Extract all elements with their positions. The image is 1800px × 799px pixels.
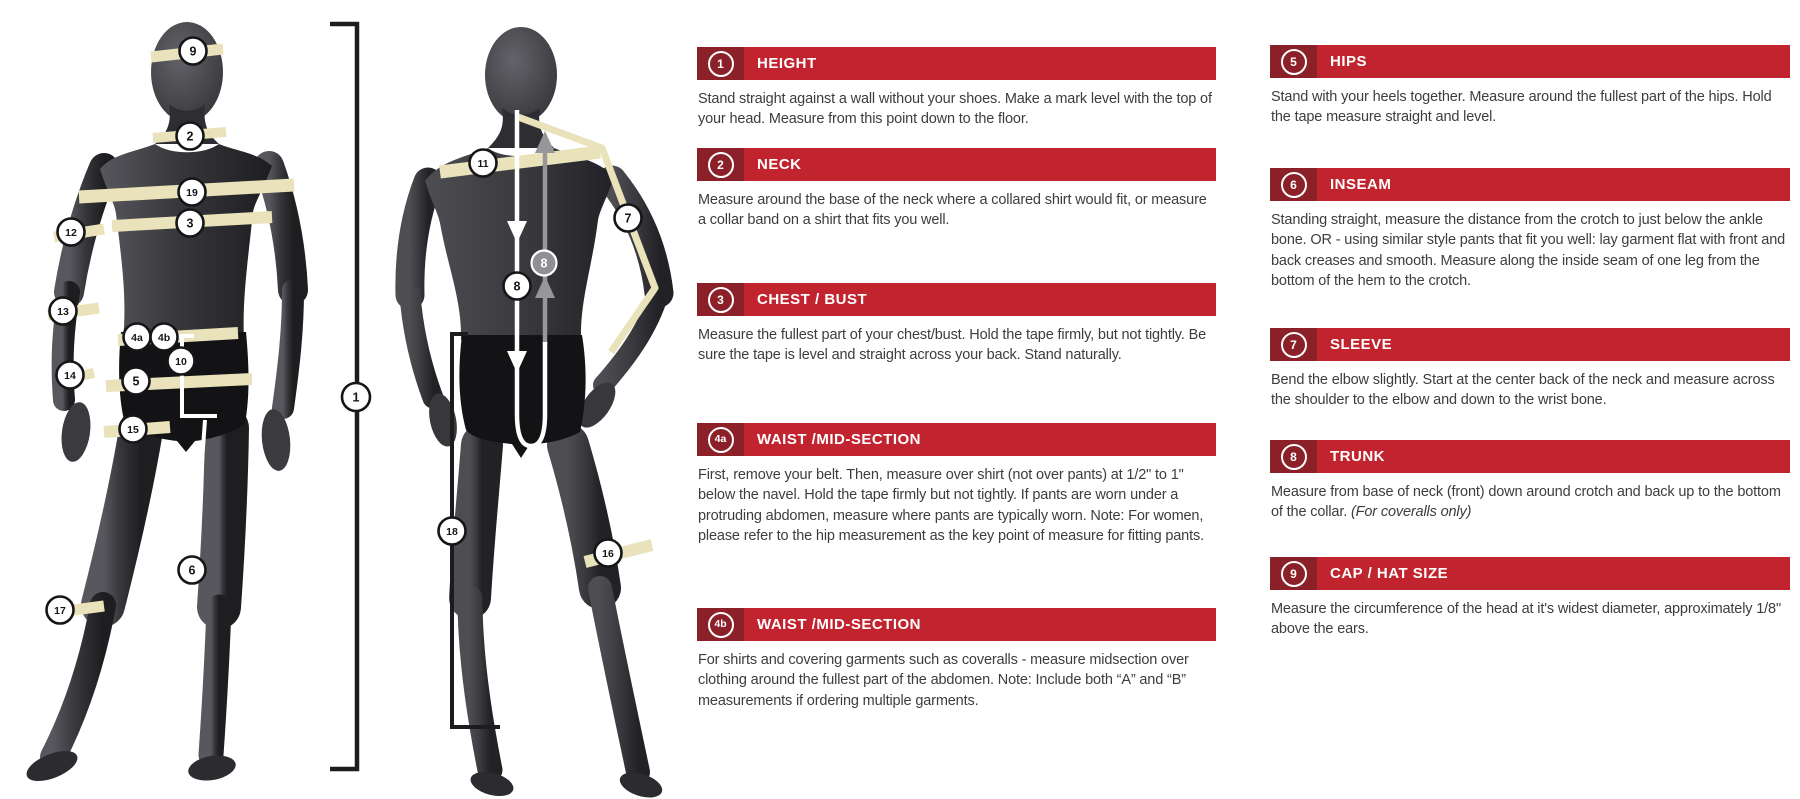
section-title: WAIST /MID-SECTION — [757, 616, 921, 633]
badge-1 — [342, 383, 370, 411]
section-waist-4a-header — [697, 423, 1216, 456]
section-sleeve — [1270, 328, 1790, 411]
front-right-thigh — [219, 428, 227, 607]
section-body: Standing straight, measure the distance from the crotch to just below the ankle bone. OR - using similar style pants that fit you well: lay garment flat with front and back creases and smooth. Measure along the inside seam of one leg from the bottom of the hem to the crotch. — [1271, 212, 1786, 289]
badge-16 — [595, 540, 622, 567]
back-head — [485, 27, 557, 123]
section-number-badge — [1270, 440, 1317, 473]
svg-text:12: 12 — [65, 227, 77, 239]
back-right-shin — [600, 588, 638, 772]
badge-7 — [615, 205, 642, 232]
badge-2 — [177, 123, 204, 150]
section-title: CHEST / BUST — [757, 291, 868, 308]
svg-text:18: 18 — [446, 526, 458, 538]
back-right-forearm — [603, 293, 659, 385]
mannequin-diagram — [0, 0, 680, 799]
badge-4b — [151, 324, 178, 351]
svg-text:7: 7 — [624, 211, 632, 226]
front-left-thigh — [103, 430, 141, 605]
section-trunk-header — [1270, 440, 1790, 473]
section-inseam — [1270, 168, 1790, 291]
back-left-thigh — [470, 445, 482, 598]
front-right-shin — [211, 607, 219, 755]
svg-text:9: 9 — [189, 44, 197, 59]
section-hips — [1270, 45, 1790, 128]
section-number-badge — [1270, 45, 1317, 78]
section-number-badge — [1270, 168, 1317, 201]
svg-text:8: 8 — [540, 256, 548, 271]
section-body-note: (For coveralls only) — [1350, 504, 1472, 521]
back-right-thigh — [568, 445, 600, 588]
svg-text:11: 11 — [477, 158, 489, 170]
section-body: Stand with your heels together. Measure around the fullest part of the hips. Hold the tape measure straight and level. — [1271, 89, 1772, 126]
section-number: 3 — [708, 287, 734, 313]
section-body: For shirts and covering garments such as coveralls - measure midsection over clothing around the fullest part of the abdomen. Note: Include both “A” and “B” measurements if ordering multiple garments. — [698, 652, 1189, 709]
badge-3 — [177, 210, 204, 237]
section-number: 1 — [708, 51, 734, 77]
svg-text:2: 2 — [186, 129, 194, 144]
section-sleeve-header — [1270, 328, 1790, 361]
svg-text:19: 19 — [186, 187, 198, 199]
section-title: TRUNK — [1330, 448, 1385, 465]
section-number-badge — [697, 283, 744, 316]
section-waist-4b-header — [697, 608, 1216, 641]
section-neck — [697, 148, 1216, 231]
svg-text:6: 6 — [188, 563, 196, 578]
section-number: 8 — [1281, 444, 1307, 470]
svg-text:4a: 4a — [131, 332, 143, 344]
section-height — [697, 47, 1216, 130]
front-right-foot — [186, 752, 237, 784]
section-height-header — [697, 47, 1216, 80]
section-body: Stand straight against a wall without your shoes. Make a mark level with the top of your head. Measure from this point down to the floor. — [698, 91, 1212, 128]
section-title: INSEAM — [1330, 176, 1392, 193]
instructions-column-2 — [1270, 0, 1790, 799]
svg-text:17: 17 — [54, 605, 66, 617]
front-torso — [100, 144, 272, 340]
section-title: SLEEVE — [1330, 336, 1393, 353]
badge-4a — [124, 324, 151, 351]
section-title: CAP / HAT SIZE — [1330, 565, 1449, 582]
badge-19 — [179, 179, 206, 206]
section-number: 9 — [1281, 561, 1307, 587]
section-number-badge — [1270, 328, 1317, 361]
badge-8-trunk-up — [532, 251, 557, 276]
badge-17 — [47, 597, 74, 624]
section-hips-header — [1270, 45, 1790, 78]
instructions-column-1 — [697, 0, 1216, 799]
badge-6 — [179, 557, 206, 584]
badge-12 — [58, 219, 85, 246]
svg-text:4b: 4b — [157, 332, 171, 344]
section-number: 2 — [708, 152, 734, 178]
svg-text:14: 14 — [64, 370, 76, 382]
section-body — [1271, 482, 1788, 523]
svg-text:13: 13 — [57, 306, 69, 318]
badge-9 — [180, 38, 207, 65]
section-body: Bend the elbow slightly. Start at the center back of the neck and measure across the shoulder to the elbow and down to the wrist bone. — [1271, 372, 1775, 409]
back-mannequin — [410, 27, 665, 799]
back-left-forearm — [410, 295, 433, 398]
section-number-badge — [697, 423, 744, 456]
section-waist-4a — [697, 423, 1216, 546]
svg-text:5: 5 — [132, 374, 140, 389]
back-left-arm-upper — [410, 182, 428, 295]
section-number: 4b — [708, 612, 734, 638]
section-chest-bust — [697, 283, 1216, 366]
section-inseam-header — [1270, 168, 1790, 201]
section-number-badge — [697, 148, 744, 181]
section-trunk — [1270, 440, 1790, 523]
section-title: NECK — [757, 156, 802, 173]
badge-13 — [50, 298, 77, 325]
section-body: Measure the circumference of the head at it's widest diameter, approximately 1/8" above the ears. — [1271, 601, 1781, 638]
svg-text:3: 3 — [186, 216, 194, 231]
section-title: HIPS — [1330, 53, 1368, 70]
badge-14 — [57, 362, 84, 389]
badge-11 — [470, 150, 497, 177]
section-cap-hat — [1270, 557, 1790, 640]
section-body: Measure the fullest part of your chest/bust. Hold the tape firmly, but not tightly. Be sure the tape is level and straight across your back. Stand naturally. — [698, 327, 1207, 364]
badge-18 — [439, 518, 466, 545]
svg-text:16: 16 — [602, 548, 614, 560]
section-body: First, remove your belt. Then, measure over shirt (not over pants) at 1/2" to 1" below the navel. Hold the tape firmly but not tightly. If pants are worn under a protruding abdomen, measure where pants are typically worn. Note: For women, please refer to the hip measurement as the key point of measure for fitting pants. — [698, 467, 1204, 544]
section-title: WAIST /MID-SECTION — [757, 431, 921, 448]
section-body: Measure around the base of the neck where a collared shirt would fit, or measure a collar band on a shirt that fits you well. — [698, 192, 1207, 229]
front-right-forearm — [283, 290, 293, 408]
badge-15 — [120, 416, 147, 443]
section-chest-header — [697, 283, 1216, 316]
section-number: 7 — [1281, 332, 1307, 358]
section-title: HEIGHT — [757, 55, 817, 72]
badge-5 — [123, 368, 150, 395]
front-head — [151, 22, 223, 122]
badge-8-trunk-down — [504, 273, 531, 300]
section-neck-header — [697, 148, 1216, 181]
svg-text:10: 10 — [175, 356, 187, 368]
svg-text:15: 15 — [127, 424, 139, 436]
section-body-main: Measure from base of neck (front) down around crotch and back up to the bottom of the collar. — [1271, 484, 1781, 521]
section-number: 5 — [1281, 49, 1307, 75]
front-left-shin — [53, 605, 103, 757]
section-number-badge — [697, 47, 744, 80]
back-left-shin — [470, 598, 490, 770]
badge-10 — [168, 348, 195, 375]
section-number: 4a — [708, 427, 734, 453]
section-number-badge — [697, 608, 744, 641]
section-number-badge — [1270, 557, 1317, 590]
svg-text:1: 1 — [352, 390, 360, 405]
svg-text:8: 8 — [513, 279, 521, 294]
section-cap-header — [1270, 557, 1790, 590]
section-waist-4b — [697, 608, 1216, 711]
section-number: 6 — [1281, 172, 1307, 198]
